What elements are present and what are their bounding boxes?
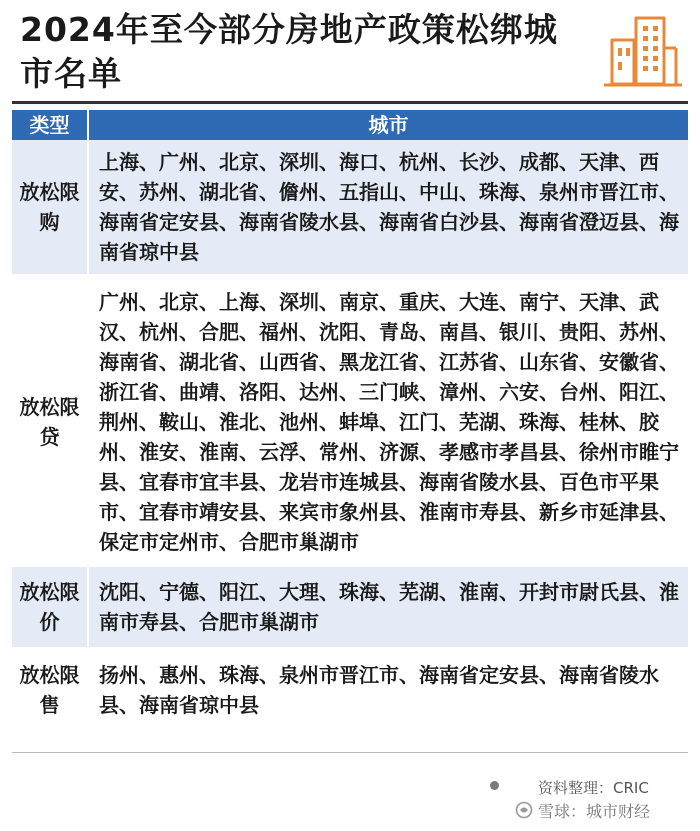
row-type: 放松限售	[12, 649, 88, 731]
header-cities: 城市	[88, 110, 688, 140]
table-row	[12, 567, 688, 649]
policy-city-table	[12, 110, 688, 730]
bottom-divider	[12, 752, 688, 753]
snowball-icon	[515, 801, 533, 819]
row-cities: 广州、北京、上海、深圳、南京、重庆、大连、南宁、天津、武汉、杭州、合肥、福州、沈阳、青岛、南昌、银川、贵阳、苏州、海南省、湖北省、山西省、黑龙江省、江苏省、山东省、安徽省、浙江省、曲靖、洛阳、达州、三门峡、漳州、六安、台州、阳江、荆州、鞍山、淮北、池州、蚌埠、江门、芜湖、珠海、桂林、胶州、淮安、淮南、云浮、常州、济源、孝感市孝昌县、徐州市睢宁县、宜春市宜丰县、龙岩市连城县、海南省陵水县、百色市平果市、宜春市靖安县、来宾市象州县、淮南市寿县、新乡市延津县、保定市定州市、合肥市巢湖市	[88, 276, 688, 568]
row-type: 放松限购	[12, 140, 88, 276]
city-buildings-icon	[602, 8, 684, 90]
bullet-dot	[490, 781, 499, 790]
table-row	[12, 276, 688, 568]
header	[0, 0, 700, 100]
top-divider	[12, 101, 688, 104]
row-type: 放松限价	[12, 567, 88, 649]
table-header-row	[12, 110, 688, 140]
row-type: 放松限贷	[12, 276, 88, 568]
table-row	[12, 649, 688, 731]
table-row	[12, 140, 688, 276]
page-title: 2024年至今部分房地产政策松绑城市名单	[20, 10, 558, 93]
header-type: 类型	[12, 110, 88, 140]
source-note: 资料整理：CRIC	[538, 779, 649, 797]
row-cities: 扬州、惠州、珠海、泉州市晋江市、海南省定安县、海南省陵水县、海南省琼中县	[88, 649, 688, 731]
row-cities: 沈阳、宁德、阳江、大理、珠海、芜湖、淮南、开封市尉氏县、淮南市寿县、合肥市巢湖市	[88, 567, 688, 649]
row-cities: 上海、广州、北京、深圳、海口、杭州、长沙、成都、天津、西安、苏州、湖北省、儋州、五指山、中山、珠海、泉州市晋江市、海南省定安县、海南省陵水县、海南省白沙县、海南省澄迈县、海南省琼中县	[88, 140, 688, 276]
credit-label: 雪球：城市财经	[538, 802, 651, 821]
